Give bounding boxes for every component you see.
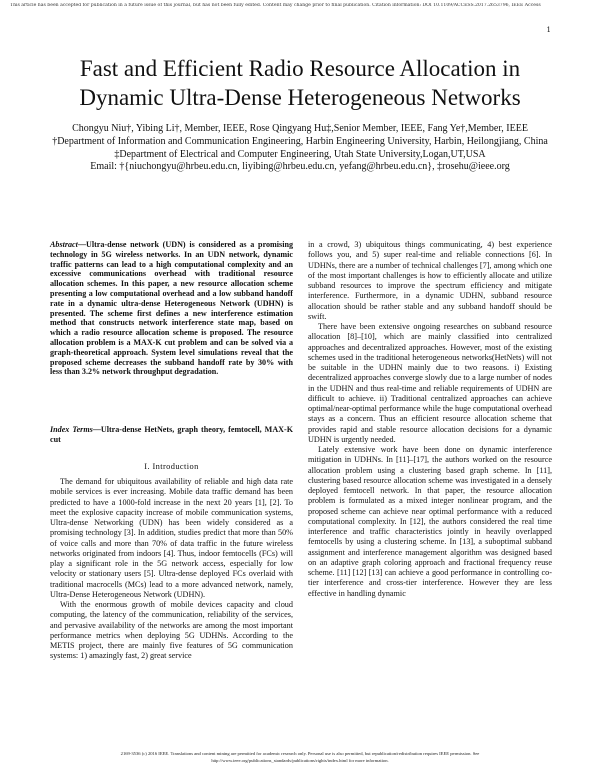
paper-title — [40, 54, 560, 112]
affiliation-utah: ‡Department of Electrical and Computer Engineering, Utah State University,Logan,UT,USA — [114, 148, 486, 160]
body-paragraph: in a crowd, 3) ubiquitous things communicating, 4) best experience follows you, and 5) super real-time and reliable connections [6]. In UDHNs, there are a number of technical challenges [7], among which one of the most important challenges is how to efficiently allocate and utilize subband resources to improve the spectrum efficiency and mitigate interference. Furthermore, in a dynamic UDHN, subband resource allocation should be rather stable and any subband handoff should be swift. — [308, 240, 552, 321]
page-number: 1 — [546, 26, 551, 34]
author-emails: Email: †{niuchongyu@hrbeu.edu.cn, liyibing@hrbeu.edu.cn, yefang@hrbeu.edu.cn}, ‡rosehu@ieee.org — [90, 161, 510, 173]
publication-note: This article has been accepted for publication in a future issue of this journal, but has not been fully edited. Content may change prior to final publication. Citation information: DOI 10.1109/ACCESS.2017.2653796, IEEE Access — [10, 3, 541, 8]
left-column-body — [50, 477, 293, 745]
body-paragraph: There have been extensive ongoing researches on subband resource allocation [8]–[10], which are mainly classified into centralized approaches and decentralized approaches. However, most of the existing schemes used in the traditional heterogeneous networks(HetNets) will not be suitable in the UDHN mainly due to two reasons. i) Existing decentralized approaches converge slowly due to a large number of nodes in the UDHN and thus real-time and reliable requirements of UDHN are difficult to achieve. ii) Traditional centralized approaches can achieve optimal/near-optimal performance while the huge computational overhead stays as a concern. Thus an efficient resource allocation scheme that provides rapid and stable resource allocation decisions for a dynamic UDHN is urgently needed. — [308, 322, 552, 444]
author-names: Chongyu Niu†, Yibing Li†, Member, IEEE, Rose Qingyang Hu‡,Senior Member, IEEE, Fang Ye†,Member, IEEE — [72, 123, 528, 134]
section-heading-introduction: I. Introduction — [144, 462, 199, 471]
index-terms-text: —Ultra-dense HetNets, graph theory, femtocell, MAX-K cut — [50, 425, 293, 444]
abstract-text: —Ultra-dense network (UDN) is considered as a promising technology in 5G wireless networks. In an UDN network, dynamic traffic patterns can lead to a high computational complexity and an excessive communications overhead with traditional resource allocation schemes. In this paper, a new resource allocation scheme presenting a low computational overhead and a low subband handoff rate in a dynamic ultra-dense Heterogeneous Network (UDHN) is presented. The scheme first defines a new interference estimation method that constructs network interference state map, based on which a radio resource allocation scheme is proposed. The resource allocation problem is a MAX-K cut problem and can be solved via a graph-theoretical approach. System level simulations reveal that the proposed scheme decreases the subband handoff rate by 30% with less than 3.2% network throughput degradation. — [50, 240, 293, 377]
body-paragraph: With the enormous growth of mobile devices capacity and cloud computing, the latency of the communication, reliability of the services, and pervasive availability of the networks are among the most important performance metrics when deploying 5G UDHNs. According to the METIS project, there are mainly five features of 5G communication systems: 1) amazingly fast, 2) great service — [50, 600, 293, 661]
copyright-footer — [50, 750, 550, 764]
title-line-1: Fast and Efficient Radio Resource Allocation in — [79, 56, 521, 81]
author-block — [47, 123, 553, 174]
index-terms — [50, 425, 293, 445]
body-paragraph: The demand for ubiquitous availability of reliable and high data rate mobile services is ever increasing. Mobile data traffic demand has been predicted to have a 1000-fold increase in the next 20 years [1], [2]. To meet the explosive capacity increase of mobile communication systems, Ultra-dense Networking (UDN) has been widely considered as a promising technology [3]. In addition, studies predict that more than 50% of voice calls and more than 70% of data traffic in the future wireless networks originated from indoors [4]. Thus, indoor femtocells (FCs) will play a significant role in the 5G network access, especially for low velocity or stationary users [5]. Ultra-dense deployed FCs overlaid with traditional macrocells (MCs) lead to a more advanced network, namely, Ultra-Dense Heterogeneous Network (UDHN). — [50, 477, 293, 599]
footer-line-1: 2169-3536 (c) 2016 IEEE. Translations and content mining are permitted for academic research only. Personal use is also permitted, but republication/redistribution requires IEEE permission. See — [120, 751, 480, 756]
right-column-body — [308, 240, 552, 746]
abstract-label: Abstract — [50, 240, 78, 249]
title-line-2: Dynamic Ultra-Dense Heterogeneous Networks — [79, 85, 521, 110]
affiliation-harbin: †Department of Information and Communication Engineering, Harbin Engineering University, Harbin, Heilongjiang, China — [52, 135, 548, 147]
index-terms-label: Index Terms — [50, 425, 93, 434]
footer-line-2: http://www.ieee.org/publications_standards/publications/rights/index.html for more information. — [211, 758, 389, 763]
abstract — [50, 240, 293, 377]
body-paragraph: Lately extensive work have been done on dynamic interference mitigation in UDHNs. In [11]–[17], the authors worked on the resource allocation problem using a clustering based graph scheme. In [11], clustering based resource allocation scheme was investigated in a densely deployed femtocell network. In that paper, the resource allocation problem is formulated as a mixed integer nonlinear program, and the proposed scheme can achieve near optimal performance with a reduced computational complexity. In [12], the authors considered the real time interference and traffic characteristics jointly in heavily overlapped femtocells by using a clustering scheme. In [13], a suboptimal subband assignment and interference management algorithm was designed based on an adaptive graph coloring approach and fractional frequency reuse scheme. [11] [12] [13] can achieve a good performance in controlling co-tier interference and cross-tier interference. However they are less effective in handling dynamic — [308, 445, 552, 598]
